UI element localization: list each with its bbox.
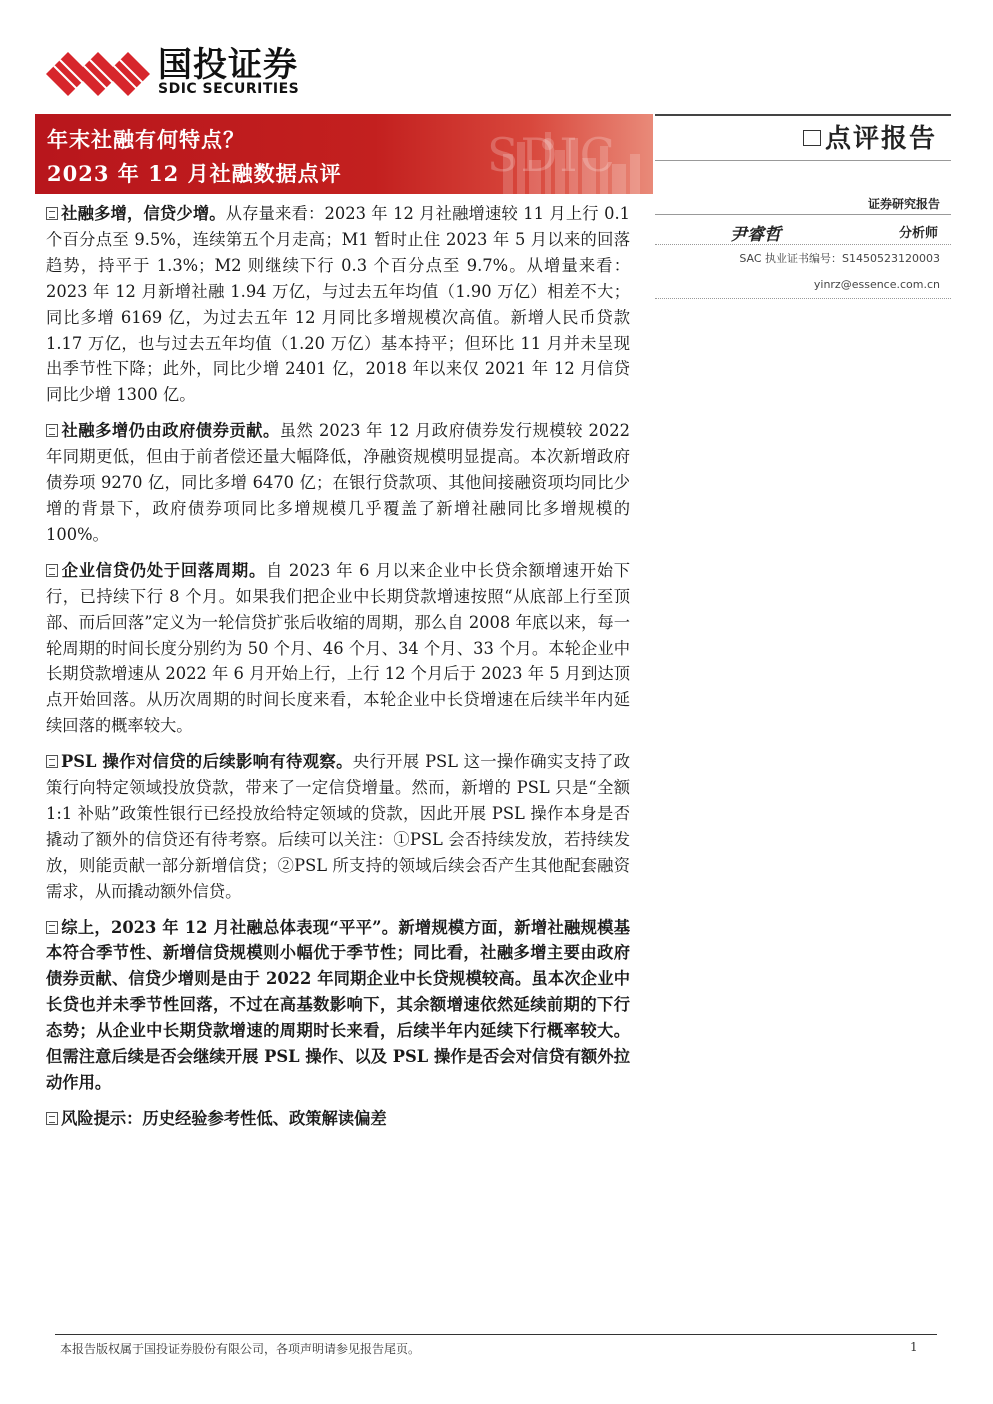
- footer-disclaimer: 本报告版权属于国投证券股份有限公司，各项声明请参见报告尾页。: [60, 1342, 421, 1356]
- report-type-header: [655, 114, 951, 161]
- sidebar-divider: [655, 214, 951, 215]
- sidebar-divider: [655, 244, 951, 245]
- logo-chinese-name: 国投证券: [158, 45, 298, 85]
- report-body: [46, 201, 630, 1142]
- paragraph-text: 央行开展 PSL 这一操作确实支持了政策行向特定领域投放贷款，带来了一定信贷增量。然而，新增的 PSL 只是“全额 1:1 补贴”政策性银行已经投放给特定领域的贷款，因此开展 PSL 操作本身是否撬动了额外的信贷还有待考察。后续可以关注：①PSL 会否持续发放，若持续发放，则能贡献一部分新增信贷；②PSL 所支持的领域后续会否产生其他配套融资需求，从而撬动额外信贷。: [46, 752, 630, 901]
- chart-box-icon: [803, 130, 821, 146]
- bullet-icon: [46, 207, 58, 220]
- summary-paragraph: [46, 915, 630, 1096]
- risk-warning: [46, 1106, 630, 1132]
- paragraph: [46, 558, 630, 739]
- bullet-icon: [46, 755, 58, 768]
- sidebar-divider: [655, 298, 951, 299]
- paragraph: [46, 749, 630, 904]
- summary-text: 综上，2023 年 12 月社融总体表现“平平”。新增规模方面，新增社融规模基本符合季节性、新增信贷规模则小幅优于季节性；同比看，社融多增主要由政府债券贡献、信贷少增则是由于 2022 年同期企业中长贷规模较高。虽本次企业中长贷也并未季节性回落，不过在高基数影响下，其余额增速依然延续前期的下行态势；从企业中长期贷款增速的周期时长来看，后续半年内延续下行概率较大。但需注意后续是否会继续开展 PSL 操作、以及 PSL 操作是否会对信贷有额外拉动作用。: [46, 917, 630, 1092]
- paragraph-text: 从存量来看：2023 年 12 月社融增速较 11 月上行 0.1 个百分点至 9.5%，连续第五个月走高；M1 暂时止住 2023 年 5 月以来的回落趋势，持平于 1.3%；M2 则继续下行 0.3 个百分点至 9.7%。从增量来看：2023 年 12 月新增社融 1.94 万亿，与过去五年均值（1.90 万亿）相差不大；同比多增 6169 亿，为过去五年 12 月同比多增规模次高值。新增人民币贷款 1.17 万亿，也与过去五年均值（1.20 万亿）基本持平；但环比 11 月并未呈现出季节性下降；此外，同比少增 2401 亿，2018 年以来仅 2021 年 12 月信贷同比少增 1300 亿。: [46, 204, 630, 405]
- paragraph-lead: 社融多增，信贷少增。: [61, 204, 226, 223]
- logo-mark-icon: [46, 44, 152, 96]
- report-title: 年末社融有何特点？: [47, 127, 245, 152]
- paragraph: [46, 418, 630, 548]
- banner-watermark: SDIC: [487, 128, 617, 182]
- analyst-email[interactable]: yinrz@essence.com.cn: [813, 278, 940, 291]
- report-category: 证券研究报告: [867, 197, 940, 211]
- report-type-label: 点评报告: [825, 124, 938, 154]
- bullet-icon: [46, 1112, 58, 1125]
- footer-divider: [55, 1334, 937, 1335]
- paragraph: [46, 201, 630, 408]
- sac-license-number: SAC 执业证书编号：S1450523120003: [739, 252, 940, 265]
- report-subtitle: 2023 年 12 月社融数据点评: [47, 161, 342, 186]
- paragraph-lead: PSL 操作对信贷的后续影响有待观察。: [61, 752, 353, 772]
- logo-english-name: SDIC SECURITIES: [158, 81, 300, 97]
- paragraph-text: 自 2023 年 6 月以来企业中长贷余额增速开始下行，已持续下行 8 个月。如果我们把企业中长期贷款增速按照“从底部上行至顶部、而后回落”定义为一轮信贷扩张后收缩的周期，那么自 2008 年底以来，每一轮周期的时间长度分别约为 50 个月、46 个月、34 个月、33 个月。本轮企业中长期贷款增速从 2022 年 6 月开始上行，上行 12 个月后于 2023 年 5 月到达顶点开始回落。从历次周期的时间长度来看，本轮企业中长贷增速在后续半年内延续回落的概率较大。: [46, 560, 630, 736]
- company-logo: [46, 44, 316, 100]
- paragraph-lead: 社融多增仍由政府债券贡献。: [61, 421, 280, 441]
- page-number: 1: [910, 1340, 918, 1354]
- bullet-icon: [46, 424, 58, 437]
- analyst-role: 分析师: [898, 226, 938, 241]
- bullet-icon: [46, 921, 58, 934]
- title-banner: [35, 114, 653, 194]
- paragraph-lead: 企业信贷仍处于回落周期。: [61, 560, 266, 580]
- risk-warning-text: 风险提示：历史经验参考性低、政策解读偏差: [61, 1108, 387, 1128]
- bullet-icon: [46, 564, 58, 577]
- analyst-name: 尹睿哲: [730, 225, 781, 245]
- paragraph-text: 虽然 2023 年 12 月政府债券发行规模较 2022 年同期更低，但由于前者偿还量大幅降低，净融资规模明显提高。本次新增政府债券项 9270 亿，同比多增 6470 亿；在银行贷款项、其他间接融资项均同比少增的背景下，政府债券项同比多增规模几乎覆盖了新增社融同比多增规模的 100%。: [46, 421, 630, 544]
